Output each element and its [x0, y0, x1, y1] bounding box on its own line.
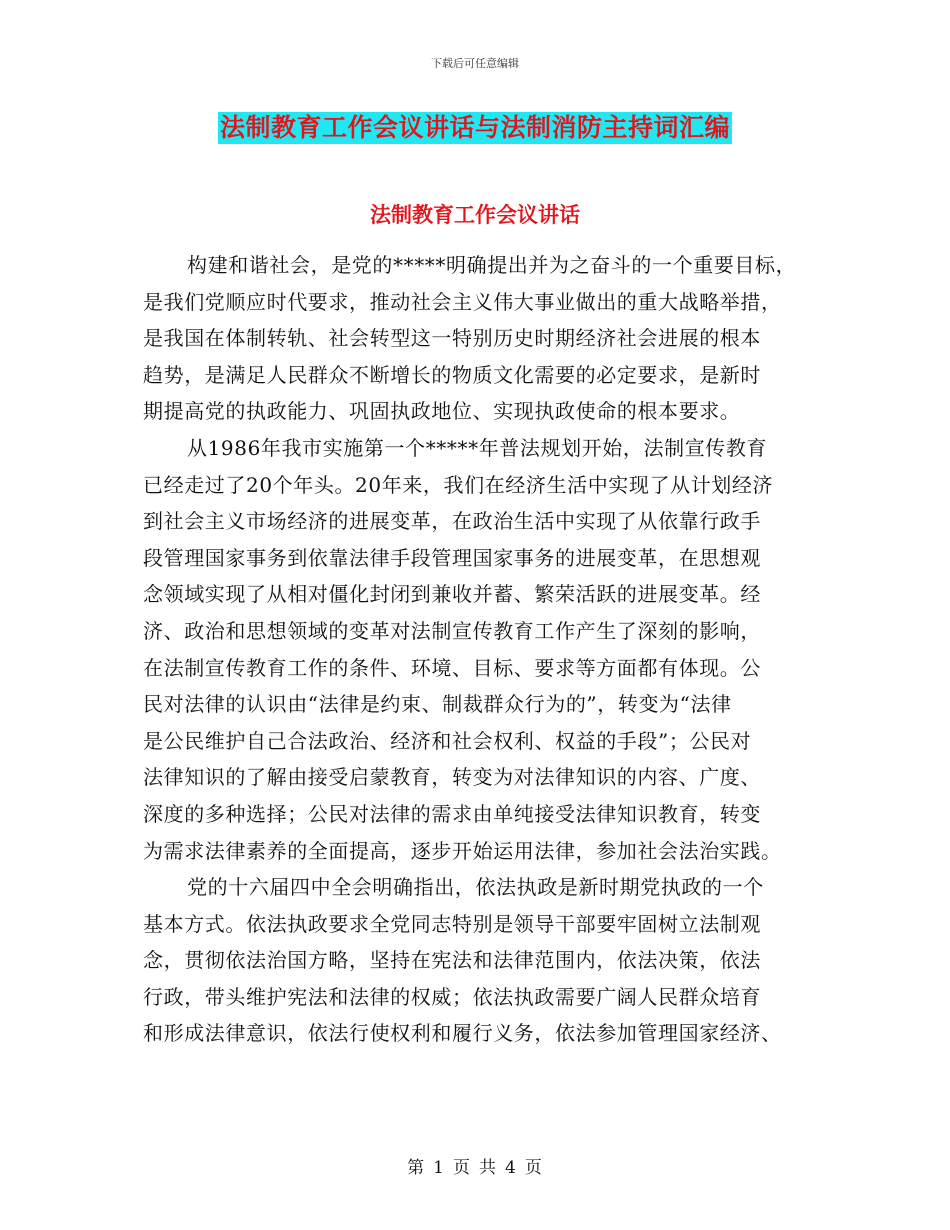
- paragraph-line: 深度的多种选择；公民对法律的需求由单纯接受法律知识教育，转变: [143, 801, 761, 826]
- paragraph-line: 和形成法律意识，依法行使权利和履行义务，依法参加管理国家经济、: [143, 1021, 782, 1046]
- body-text: [143, 247, 815, 1052]
- paragraph-line: 是我们党顺应时代要求，推动社会主义伟大事业做出的重大战略举措，: [143, 289, 782, 314]
- paragraph-line: 构建和谐社会，是党的*****明确提出并为之奋斗的一个重要目标，: [187, 253, 797, 277]
- paragraph-line: 行政，带头维护宪法和法律的权威；依法执政需要广阔人民群众培育: [143, 984, 761, 1009]
- document-title: [0, 112, 950, 144]
- paragraph-line: 民对法律的认识由“法律是约束、制裁群众行为的”，转变为“法律: [143, 692, 732, 717]
- section-title: 法制教育工作会议讲话: [370, 202, 580, 227]
- document-title-text: 法制教育工作会议讲话与法制消防主持词汇编: [219, 113, 730, 142]
- paragraph-line: 党的十六届四中全会明确指出，依法执政是新时期党执政的一个: [187, 875, 764, 900]
- paragraph-line: 基本方式。依法执政要求全党同志特别是领导干部要牢固树立法制观: [143, 911, 761, 936]
- paragraph-line: 是我国在体制转轨、社会转型这一特别历史时期经济社会进展的根本: [143, 326, 761, 351]
- paragraph-line: 济、政治和思想领域的变革对法制宣传教育工作产生了深刻的影响，: [143, 618, 761, 643]
- paragraph-line: 是公民维护自己合法政治、经济和社会权利、权益的手段”；公民对: [143, 728, 752, 753]
- paragraph-line: 期提高党的执政能力、巩固执政地位、实现执政使命的根本要求。: [143, 399, 741, 424]
- page-unit: 页: [453, 1158, 471, 1178]
- paragraph-line: 为需求法律素养的全面提高，逐步开始运用法律，参加社会法治实践。: [143, 838, 782, 863]
- paragraph-line: 从1986年我市实施第一个*****年普法规划开始，法制宣传教育: [187, 435, 768, 460]
- paragraph-line: 在法制宣传教育工作的条件、环境、目标、要求等方面都有体现。公: [143, 655, 761, 680]
- paragraph-line: 到社会主义市场经济的进展变革，在政治生活中实现了从依靠行政手: [143, 509, 761, 534]
- total-pages: 4: [505, 1158, 517, 1178]
- paragraph-line: 段管理国家事务到依靠法律手段管理国家事务的进展变革，在思想观: [143, 545, 761, 570]
- total-unit: 页: [524, 1158, 543, 1178]
- total-label: 共: [479, 1158, 497, 1178]
- paragraph-line: 已经走过了20个年头。20年来，我们在经济生活中实现了从计划经济: [143, 472, 774, 497]
- page-label: 第: [407, 1158, 426, 1178]
- paragraph-line: 念，贯彻依法治国方略，坚持在宪法和法律范围内，依法决策，依法: [143, 948, 761, 973]
- paragraph-line: 法律知识的了解由接受启蒙教育，转变为对法律知识的内容、广度、: [143, 765, 761, 790]
- page-number: 1: [433, 1158, 445, 1178]
- paragraph-line: 念领域实现了从相对僵化封闭到兼收并蓄、繁荣活跃的进展变革。经: [143, 582, 761, 607]
- header-note: 下载后可任意编辑: [431, 57, 519, 70]
- page-footer: [0, 1153, 950, 1178]
- paragraph-line: 趋势，是满足人民群众不断增长的物质文化需要的必定要求，是新时: [143, 362, 761, 387]
